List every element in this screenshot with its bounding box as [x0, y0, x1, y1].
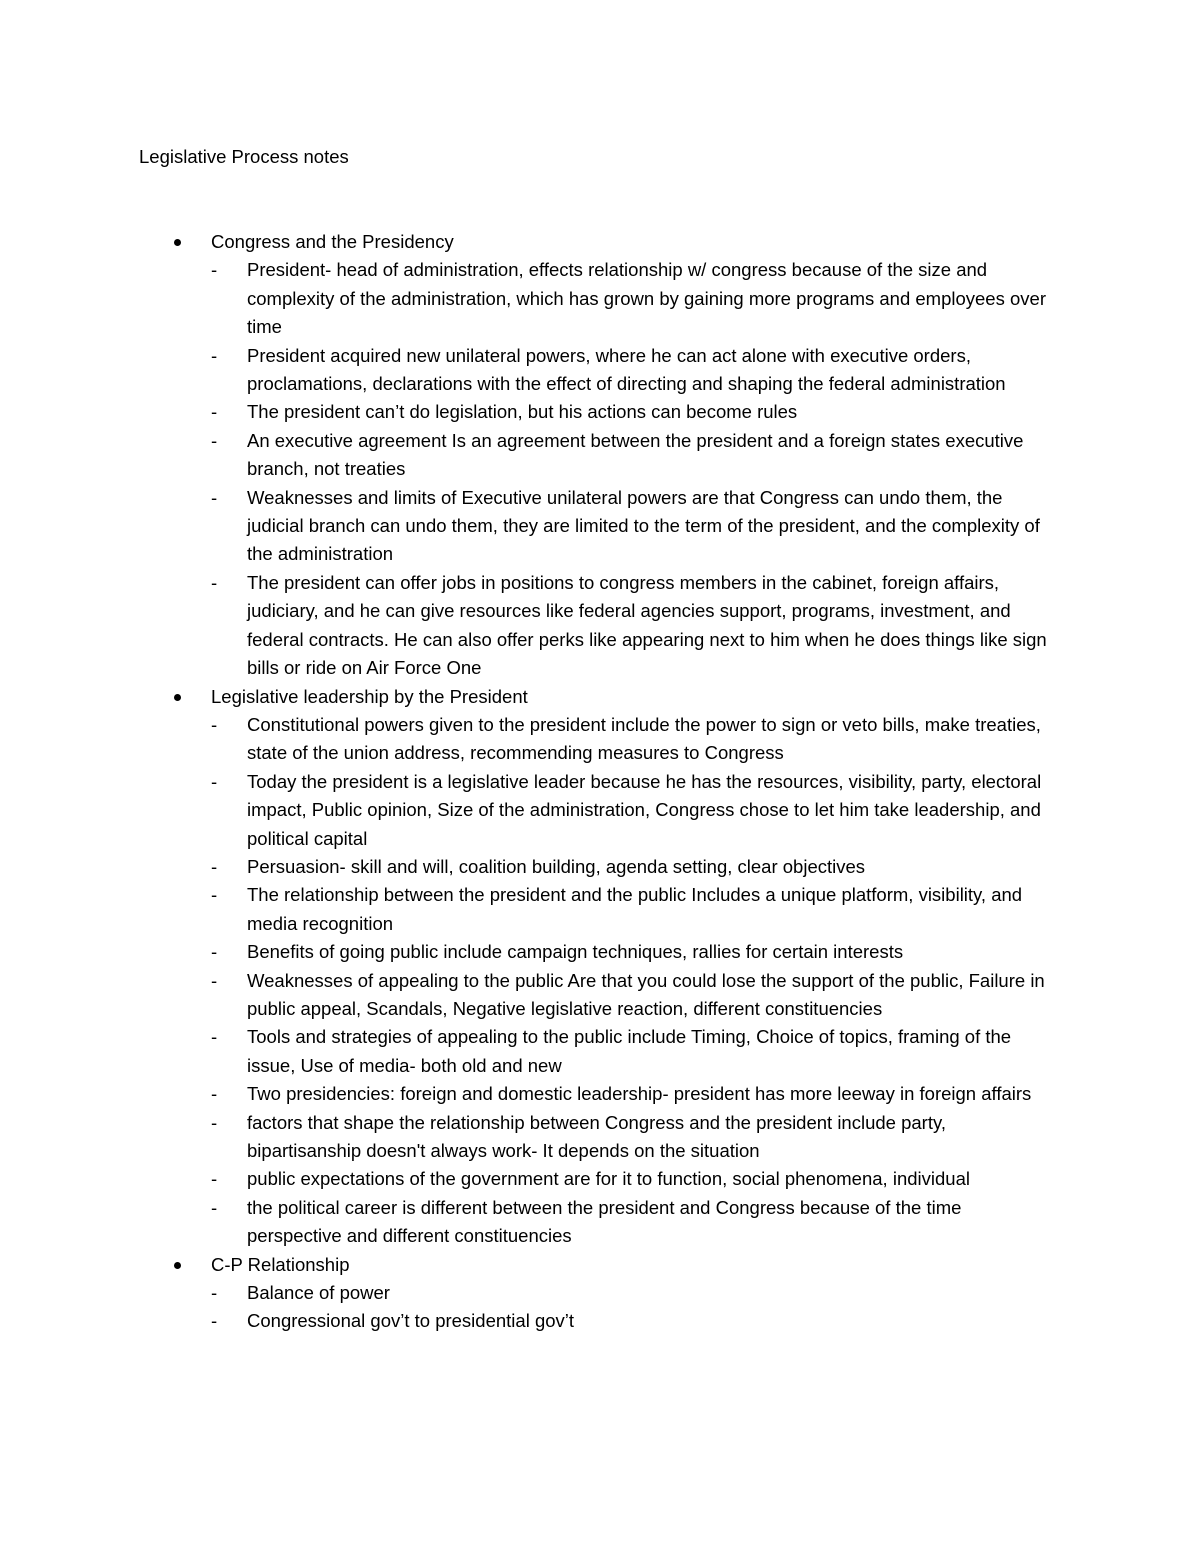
dash-icon: - — [211, 1026, 218, 1048]
bullet-icon — [174, 239, 181, 246]
bullet-icon — [174, 1262, 181, 1269]
list-item: - President- head of administration, effects relationship w/ congress because of the size and complexity of the administration, which has grown by gaining more programs and employees over time — [211, 256, 1059, 341]
list-item: - The relationship between the president and the public Includes a unique platform, visibility, and media recognition — [211, 881, 1059, 938]
bullet-icon — [174, 694, 181, 701]
list-item: - The president can offer jobs in positions to congress members in the cabinet, foreign affairs, judiciary, and he can give resources like federal agencies support, programs, investment, and federal contracts. He can also offer perks like appearing next to him when he does things like sign bills or ride on Air Force One — [211, 569, 1059, 683]
dash-icon: - — [211, 1083, 218, 1105]
list-item: - Persuasion- skill and will, coalition building, agenda setting, clear objectives — [211, 853, 1059, 881]
list-item: - Tools and strategies of appealing to the public include Timing, Choice of topics, framing of the issue, Use of media- both old and new — [211, 1023, 1059, 1080]
section-heading: Legislative leadership by the President — [211, 685, 528, 707]
list-item: - An executive agreement Is an agreement between the president and a foreign states executive branch, not treaties — [211, 427, 1059, 484]
document-title: Legislative Process notes — [139, 146, 349, 167]
dash-icon: - — [211, 1168, 218, 1190]
list-item: - President acquired new unilateral powers, where he can act alone with executive orders, proclamations, declarations with the effect of directing and shaping the federal administration — [211, 342, 1059, 399]
section-cp-relationship — [0, 1251, 1200, 1336]
list-item: - Two presidencies: foreign and domestic leadership- president has more leeway in foreign affairs — [211, 1080, 1059, 1108]
dash-icon: - — [211, 969, 218, 991]
dash-icon: - — [211, 1196, 218, 1218]
dash-icon: - — [211, 770, 218, 792]
list-item: - Weaknesses of appealing to the public Are that you could lose the support of the public, Failure in public appeal, Scandals, Negative legislative reaction, different constituencies — [211, 967, 1059, 1024]
sub-list — [211, 256, 1200, 682]
list-item: - Weaknesses and limits of Executive unilateral powers are that Congress can undo them, the judicial branch can undo them, they are limited to the term of the president, and the complexity of the administration — [211, 484, 1059, 569]
dash-icon: - — [211, 571, 218, 593]
sub-list — [211, 1279, 1200, 1336]
list-item: - Today the president is a legislative leader because he has the resources, visibility, party, electoral impact, Public opinion, Size of the administration, Congress chose to let him take leadership, and political capital — [211, 768, 1059, 853]
dash-icon: - — [211, 1111, 218, 1133]
list-item: - factors that shape the relationship between Congress and the president include party, bipartisanship doesn't always work- It depends on the situation — [211, 1109, 1059, 1166]
notes-outline — [0, 228, 1200, 1336]
section-heading: C-P Relationship — [211, 1253, 350, 1275]
dash-icon: - — [211, 941, 218, 963]
dash-icon: - — [211, 713, 218, 735]
dash-icon: - — [211, 486, 218, 508]
dash-icon: - — [211, 401, 218, 423]
dash-icon: - — [211, 1282, 218, 1304]
section-congress-and-presidency — [0, 228, 1200, 683]
section-legislative-leadership — [0, 683, 1200, 1251]
list-item: - Constitutional powers given to the president include the power to sign or veto bills, make treaties, state of the union address, recommending measures to Congress — [211, 711, 1059, 768]
dash-icon: - — [211, 855, 218, 877]
sub-list — [211, 711, 1200, 1251]
dash-icon: - — [211, 259, 218, 281]
list-item: - Benefits of going public include campaign techniques, rallies for certain interests — [211, 938, 1059, 966]
dash-icon: - — [211, 344, 218, 366]
dash-icon: - — [211, 1310, 218, 1332]
list-item: - The president can’t do legislation, but his actions can become rules — [211, 398, 1059, 426]
section-heading: Congress and the Presidency — [211, 231, 454, 252]
dash-icon: - — [211, 884, 218, 906]
list-item: - the political career is different between the president and Congress because of the time perspective and different constituencies — [211, 1194, 1059, 1251]
list-item: - public expectations of the government are for it to function, social phenomena, individual — [211, 1165, 1059, 1193]
list-item: - Congressional gov’t to presidential gov’t — [211, 1307, 1059, 1335]
dash-icon: - — [211, 429, 218, 451]
list-item: - Balance of power — [211, 1279, 1059, 1307]
